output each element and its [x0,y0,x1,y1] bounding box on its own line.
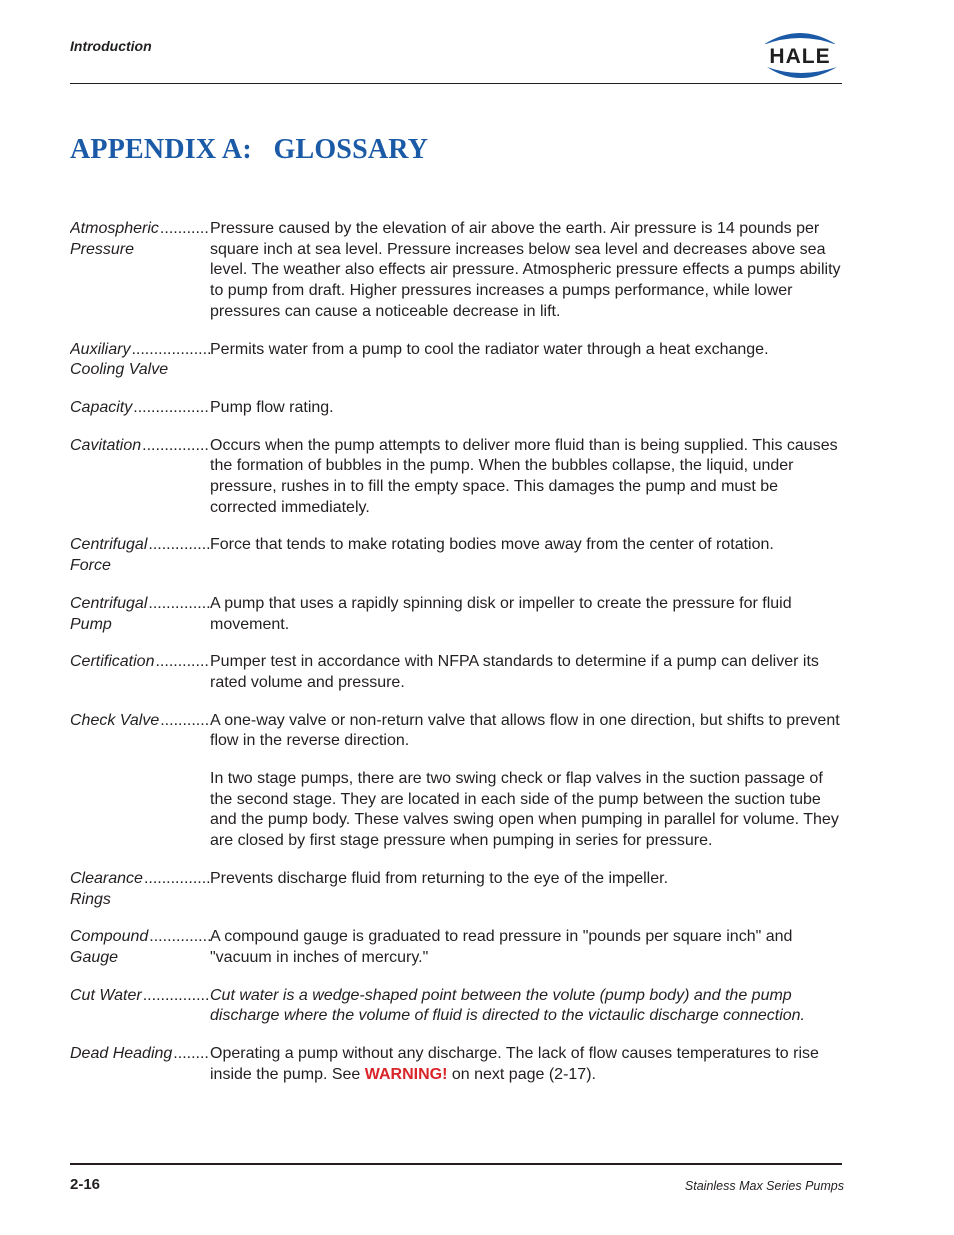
dot-leader [173,1044,210,1065]
glossary-term-line: Cavitation [70,436,142,454]
definition-text: on next page (2-17). [447,1065,596,1083]
dot-leader [131,340,210,361]
glossary-term-line: Dead Heading [70,1045,173,1063]
glossary-entry [70,652,845,693]
glossary-term-line: Centrifugal [70,594,148,612]
definition-text: A compound gauge is graduated to read pressure in "pounds per square inch" and "vacuum in inches of mercury." [210,928,793,966]
dot-leader [148,535,210,556]
definition-text: In two stage pumps, there are two swing check or flap valves in the suction passage of the second stage. They are located in each side of the pump between the suction tube and the pump body. These valves swing open when pumping in parallel for volume. They are closed by first stage pressure when pumping in series for pressure. [210,770,839,850]
glossary-definition [210,711,845,852]
glossary-term [70,535,210,576]
glossary-entry [70,927,845,968]
glossary-term-line: Rings [70,890,111,908]
glossary-term-line: Compound [70,928,149,946]
glossary-term-line: Pressure [70,240,135,258]
glossary-definition [210,535,845,576]
glossary-entry [70,594,845,635]
glossary-definition [210,986,845,1027]
glossary-definition [210,436,845,519]
definition-text: Occurs when the pump attempts to deliver more fluid than is being supplied. This causes the formation of bubbles in the pump. When the bubbles collapse, the liquid, under pressure, rushes in to fill the empty space. This damages the pump and must be corrected immediately. [210,436,838,516]
glossary-term-line: Check Valve [70,711,160,729]
header-divider [70,83,842,84]
glossary-term [70,398,210,419]
definition-text: Permits water from a pump to cool the radiator water through a heat exchange. [210,340,769,358]
dot-leader [144,869,210,890]
glossary-definition [210,340,845,381]
dot-leader [133,398,210,419]
glossary-entry-dead-heading [70,1044,845,1085]
hale-logo-text: HALE [769,45,831,68]
hale-logo [757,25,843,83]
glossary-term-line: Capacity [70,398,133,416]
warning-reference: WARNING! [364,1065,448,1083]
glossary-definition [210,869,845,910]
glossary-definition [210,594,845,635]
glossary-term [70,594,210,635]
page-title: APPENDIX A: GLOSSARY [70,134,429,165]
glossary-definition [210,652,845,693]
definition-text: Operating a pump without any discharge. The lack of flow causes temperatures to rise inside the pump. See [210,1045,819,1083]
document-title: Stainless Max Series Pumps [684,1179,844,1193]
glossary-term-line: Certification [70,653,155,671]
definition-text: Pump flow rating. [210,398,334,416]
definition-text: Cut water is a wedge-shaped point between the volute (pump body) and the pump discharge where the volume of fluid is directed to the victaulic discharge connection. [210,986,805,1025]
glossary-term-line: Auxiliary [70,340,131,358]
glossary-term [70,711,210,852]
glossary-term [70,340,210,381]
glossary-term [70,986,210,1027]
glossary-entry [70,340,845,381]
glossary-term-line: Cut Water [70,986,142,1004]
glossary-definition [210,927,845,968]
page-number: 2-16 [70,1176,101,1193]
glossary-definition [210,398,845,419]
dot-leader [142,436,210,457]
glossary-term-line: Pump [70,615,112,633]
glossary-term-line: Centrifugal [70,536,148,554]
glossary-term-line: Force [70,557,111,575]
glossary-entry [70,219,845,323]
glossary-entry [70,711,845,852]
footer-divider [70,1163,842,1165]
dot-leader [155,652,210,673]
glossary-list [70,219,845,1103]
glossary-term [70,652,210,693]
dot-leader [149,927,210,948]
dot-leader [160,711,210,732]
glossary-entry [70,986,845,1027]
definition-text: A pump that uses a rapidly spinning disk or impeller to create the pressure for fluid movement. [210,594,792,633]
definition-text: Prevents discharge fluid from returning to the eye of the impeller. [210,869,669,887]
glossary-definition [210,219,845,323]
glossary-term-line: Gauge [70,948,119,966]
glossary-term-line: Clearance [70,869,143,887]
glossary-entry [70,398,845,419]
dot-leader [143,986,210,1007]
glossary-term [70,219,210,323]
dot-leader [148,594,210,615]
glossary-entry [70,869,845,910]
definition-text: Pumper test in accordance with NFPA standards to determine if a pump can deliver its rated volume and pressure. [210,653,819,691]
dot-leader [160,219,210,240]
definition-text: A one-way valve or non-return valve that allows flow in one direction, but shifts to prevent flow in the reverse direction. [210,711,840,750]
section-header: Introduction [70,38,152,54]
glossary-term [70,927,210,968]
glossary-entry [70,535,845,576]
glossary-term [70,436,210,519]
glossary-term-line: Atmospheric [70,220,159,237]
glossary-term-line: Cooling Valve [70,361,169,379]
definition-text: Pressure caused by the elevation of air above the earth. Air pressure is 14 pounds per square inch at sea level. Pressure increases below sea level and decreases above sea level. The weather also effects air pressure. Atmospheric pressure effects a pumps ability to pump from draft. Higher pressures increases a pumps performance, while lower pressures can cause a noticeable decrease in lift. [210,220,841,320]
glossary-term [70,869,210,910]
glossary-entry [70,436,845,519]
glossary-term [70,1044,210,1085]
definition-text: Force that tends to make rotating bodies move away from the center of rotation. [210,536,774,554]
glossary-definition [210,1044,845,1085]
